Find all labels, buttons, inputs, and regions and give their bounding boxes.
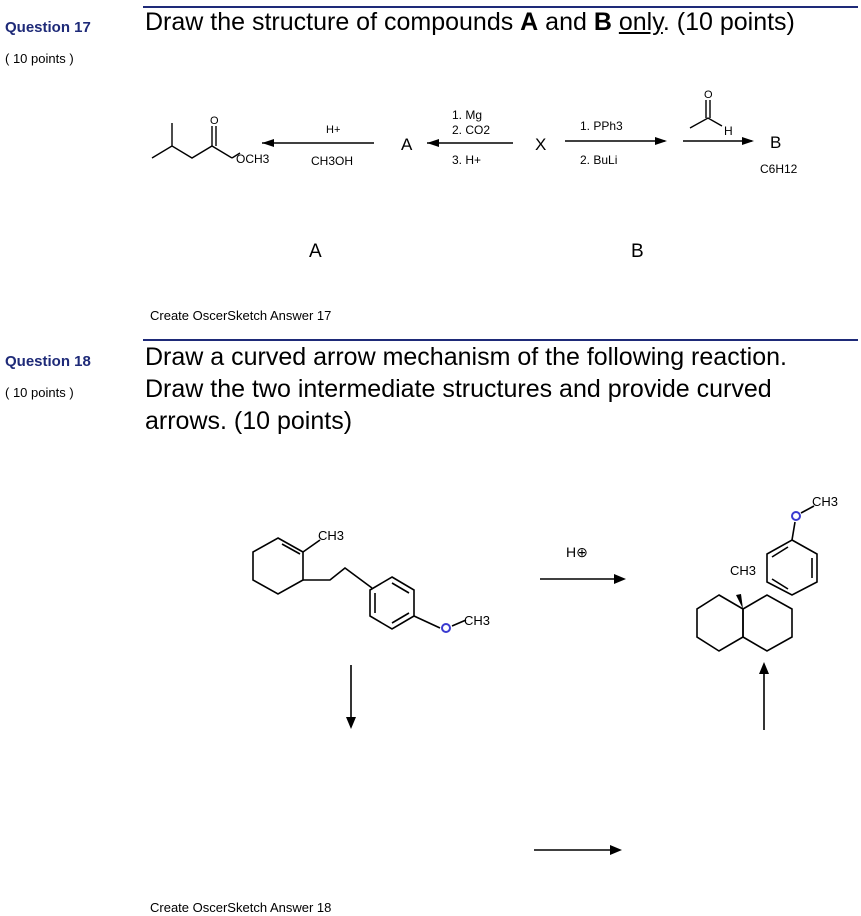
ester-skeleton — [152, 123, 232, 158]
product-benzene-ring — [767, 540, 817, 595]
svg-text:O: O — [210, 115, 219, 127]
question-18-label: Question 18 — [5, 353, 91, 370]
step1-reagent-above: H+ — [326, 124, 341, 136]
step3-reagent-below: 2. BuLi — [580, 153, 618, 167]
step2-reagent-line1: 1. Mg — [452, 108, 483, 122]
prompt-only: only — [618, 8, 663, 36]
reaction-scheme-17 — [0, 0, 861, 200]
aldehyde-h-label: H — [724, 124, 733, 138]
aldehyde-skeleton — [690, 118, 722, 128]
step2-reagent-line3: 3. H+ — [452, 153, 482, 167]
scheme-compound-a: A — [401, 135, 413, 154]
step1-reagent-below: CH3OH — [311, 154, 354, 168]
step3-reagent-above: 1. PPh3 — [580, 119, 623, 133]
product-middle-ring — [743, 595, 792, 651]
reactant-cyclohexene-ring — [253, 538, 303, 594]
ester-och3-label: OCH3 — [236, 152, 270, 166]
reactant-benzene-ring — [370, 577, 414, 629]
question-18-points: ( 10 points ) — [5, 385, 74, 400]
prompt-compound-b: B — [593, 8, 612, 36]
answer-a-label: A — [309, 241, 322, 262]
prompt-text-and: and — [538, 8, 594, 36]
create-sketch-answer-18-link[interactable]: Create OscerSketch Answer 18 — [150, 900, 332, 915]
answer-b-label: B — [631, 241, 644, 262]
reactant-methoxy-methyl-label: CH3 — [464, 613, 491, 628]
svg-text:O: O — [704, 89, 713, 101]
prompt-compound-a: A — [520, 8, 539, 36]
product-b-formula: C6H12 — [760, 162, 798, 176]
product-methoxy-methyl-label: CH3 — [812, 494, 839, 509]
prompt-text-post: . (10 points) — [662, 8, 795, 36]
reagent-label: H⊕ — [566, 544, 588, 560]
prompt-text-pre: Draw the structure of compounds — [145, 8, 521, 36]
question-17-label: Question 17 — [5, 19, 91, 36]
mechanism-scheme-18 — [0, 440, 861, 900]
reactant-ring-methyl-label: CH3 — [318, 528, 345, 543]
scheme-compound-b: B — [770, 133, 782, 152]
product-cyclohexane-ring — [697, 595, 743, 651]
step2-reagent-line2: 2. CO2 — [452, 123, 491, 137]
scheme-compound-x: X — [535, 135, 547, 154]
product-methyl-label: CH3 — [730, 563, 757, 578]
prompt-line-1: Draw a curved arrow mechanism of the following reaction. — [145, 343, 787, 371]
prompt-line-2: Draw the two intermediate structures and provide curved — [145, 375, 772, 403]
question-17-points: ( 10 points ) — [5, 51, 74, 66]
prompt-line-3: arrows. (10 points) — [145, 407, 353, 435]
create-sketch-answer-17-link[interactable]: Create OscerSketch Answer 17 — [150, 308, 332, 323]
question-18-prompt — [145, 341, 787, 437]
